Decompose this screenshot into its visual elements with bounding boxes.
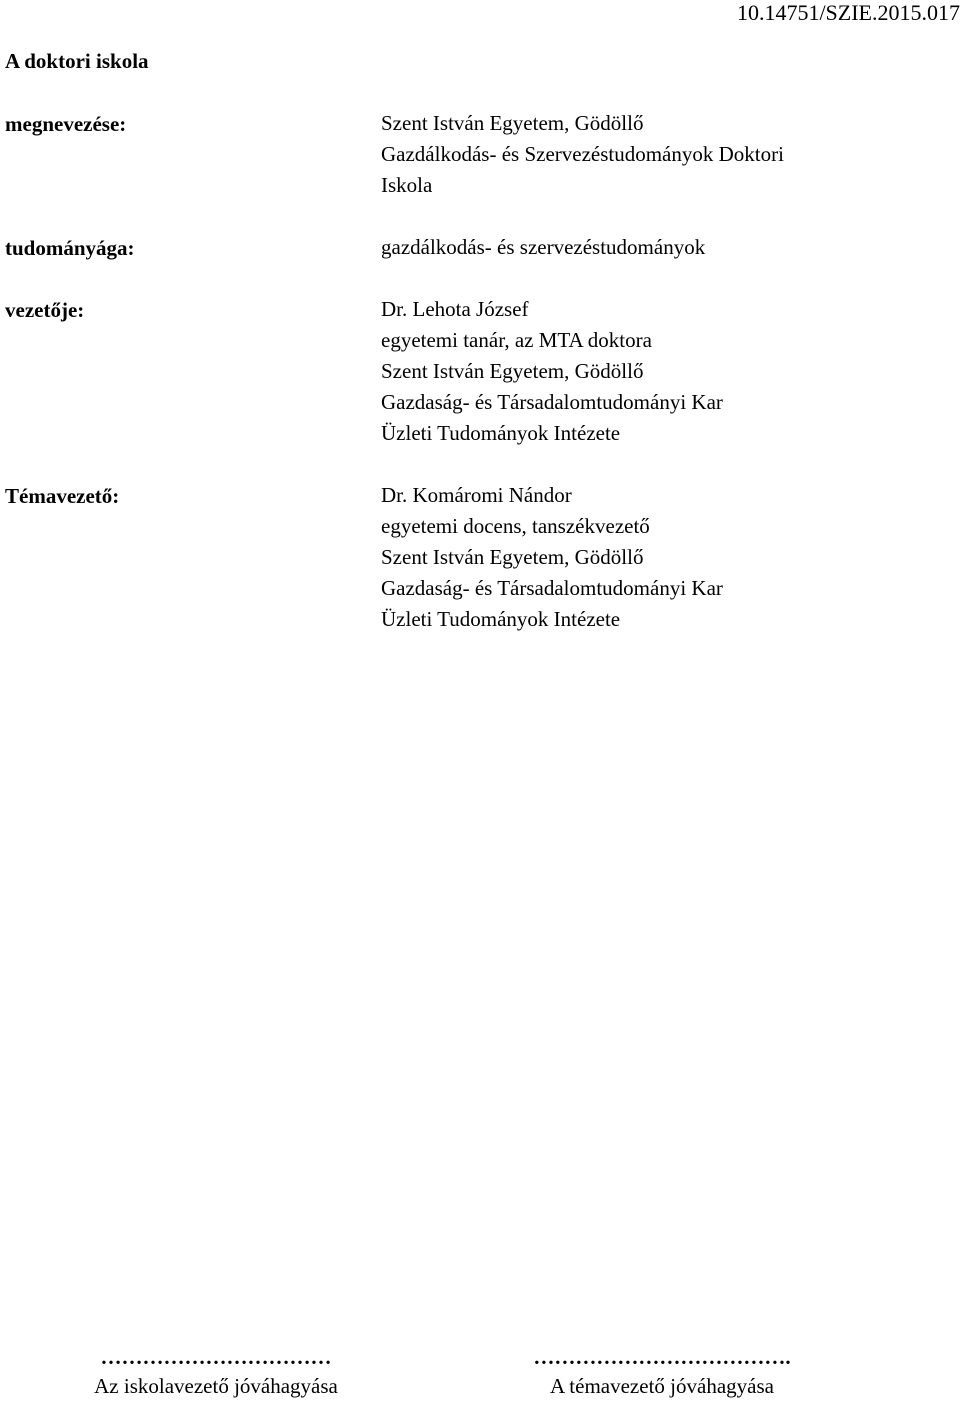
field-value: gazdálkodás- és szervezéstudományok	[381, 235, 706, 259]
supervisor-university: Szent István Egyetem, Gödöllő	[381, 545, 644, 569]
head-name: Dr. Lehota József	[381, 297, 529, 321]
supervisor-faculty: Gazdaság- és Társadalomtudományi Kar	[381, 576, 723, 600]
head-title: egyetemi tanár, az MTA doktora	[381, 328, 652, 352]
signature-caption-left: Az iskolavezető jóváhagyása	[94, 1374, 338, 1398]
signature-left	[66, 1345, 366, 1401]
school-name-line: Szent István Egyetem, Gödöllő	[381, 111, 644, 135]
signature-line-right: ……………………………….	[533, 1345, 791, 1369]
field-block	[381, 232, 705, 263]
signature-right	[512, 1345, 812, 1401]
school-name-line: Gazdálkodás- és Szervezéstudományok Doktori	[381, 142, 784, 166]
school-name-line: Iskola	[381, 173, 433, 197]
supervisor-name: Dr. Komáromi Nándor	[381, 483, 572, 507]
doi-label: 10.14751/SZIE.2015.017	[736, 0, 960, 25]
label-doctoral-school: A doktori iskola	[5, 49, 149, 73]
signature-caption-right: A témavezető jóváhagyása	[550, 1374, 774, 1398]
head-faculty: Gazdaság- és Társadalomtudományi Kar	[381, 390, 723, 414]
head-block	[381, 294, 723, 449]
head-institute: Üzleti Tudományok Intézete	[381, 421, 621, 445]
label-field: tudományága:	[5, 236, 135, 260]
label-supervisor: Témavezető:	[5, 484, 120, 508]
school-name-block	[381, 108, 784, 201]
head-university: Szent István Egyetem, Gödöllő	[381, 359, 644, 383]
supervisor-institute: Üzleti Tudományok Intézete	[381, 607, 621, 631]
label-name: megnevezése:	[5, 112, 127, 136]
signature-line-left: ……………………………	[100, 1345, 332, 1369]
supervisor-title: egyetemi docens, tanszékvezető	[381, 514, 650, 538]
supervisor-block	[381, 480, 723, 635]
label-head: vezetője:	[5, 298, 85, 322]
